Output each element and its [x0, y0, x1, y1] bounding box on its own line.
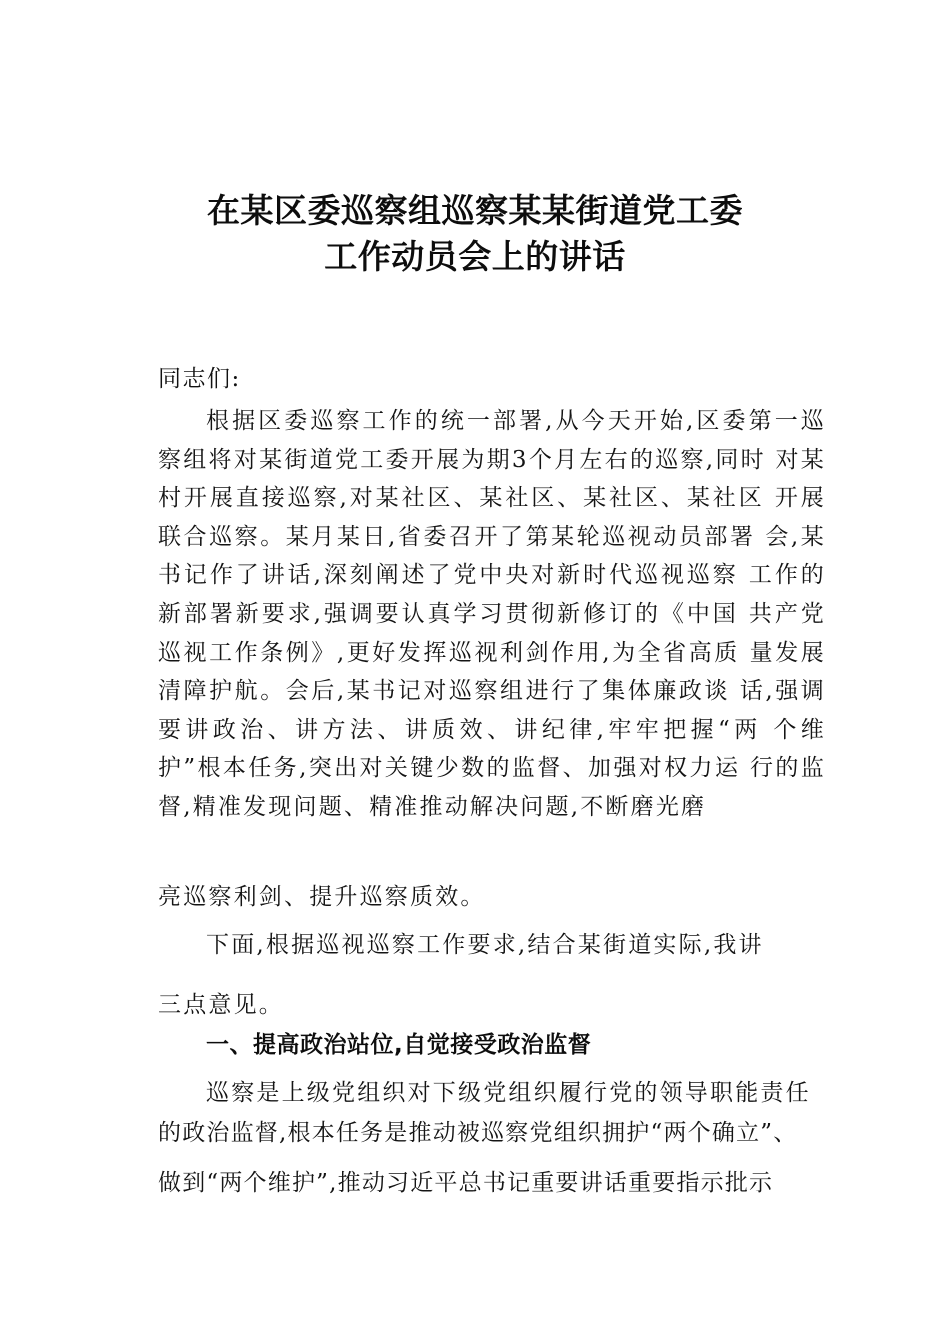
- document-title: [0, 188, 950, 280]
- paragraph-2-line-1: 下面,根据巡视巡察工作要求,结合某街道实际,我讲: [206, 932, 764, 958]
- paragraph-1-tail: 亮巡察利剑、提升巡察质效。: [158, 884, 486, 910]
- title-line-1: 在某区委巡察组巡察某某街道党工委: [207, 191, 743, 230]
- paragraph-2-line-2: 三点意见。: [158, 992, 284, 1018]
- title-line-2: 工作动员会上的讲话: [324, 237, 626, 276]
- paragraph-3-line-1: 巡察是上级党组织对下级党组织履行党的领导职能责任: [206, 1080, 811, 1106]
- salutation: 同志们:: [158, 366, 241, 392]
- paragraph-1: 根据区委巡察工作的统一部署,从今天开始,区委第一巡察组将对某街道党工委开展为期3个月左右的巡察,同时 对某村开展直接巡察,对某社区、某社区、某社区、某社区 开展联合巡察。某月某日,省委召开了第某轮巡视动员部署 会,某书记作了讲话,深刻阐述了党中央对新时代巡视巡察 工作的新部署新要求,强调要认真学习贯彻新修订的《中国 共产党巡视工作条例》,更好发挥巡视利剑作用,为全省高质 量发展清障护航。会后,某书记对巡察组进行了集体廉政谈 话,强调要讲政治、讲方法、讲质效、讲纪律,牢牢把握“两 个维护”根本任务,突出对关键少数的监督、加强对权力运 行的监督,精准发现问题、精准推动解决问题,不断磨光磨: [158, 408, 826, 820]
- paragraph-3-line-2: 的政治监督,根本任务是推动被巡察党组织拥护“两个确立”、: [158, 1120, 798, 1146]
- paragraph-3-line-3: 做到“两个维护”,推动习近平总书记重要讲话重要指示批示: [158, 1170, 774, 1196]
- section-heading-1: 一、提高政治站位,自觉接受政治监督: [206, 1032, 592, 1058]
